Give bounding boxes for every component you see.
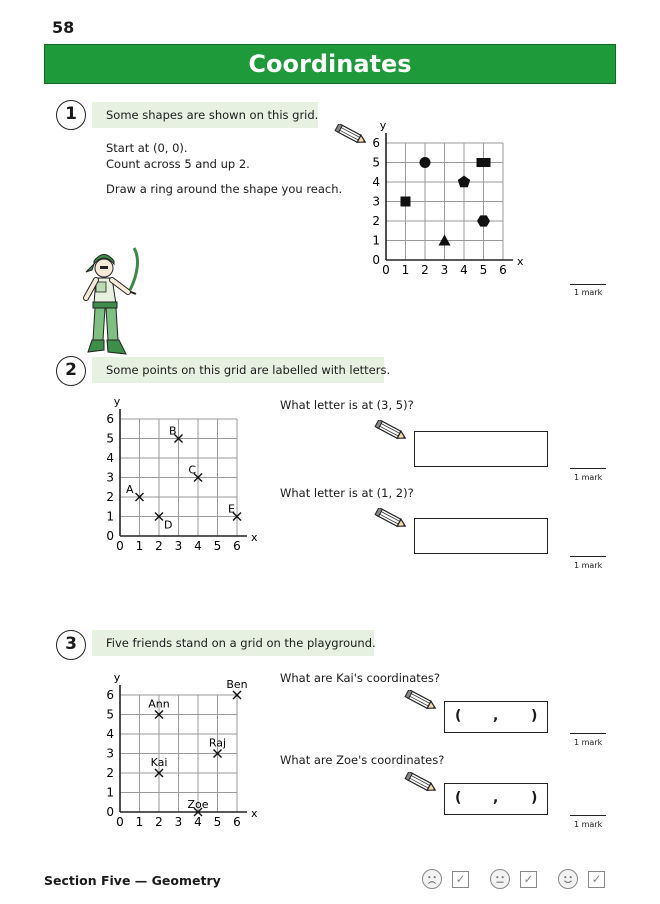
question-2b-answer-box[interactable] (414, 518, 548, 554)
question-2a-answer-box[interactable] (414, 431, 548, 467)
shape-rectangle (477, 158, 491, 167)
y-tick-label: 5 (372, 155, 380, 170)
x-tick-label: 4 (194, 815, 202, 829)
page-number: 58 (52, 18, 75, 37)
shape-circle (420, 157, 431, 168)
x-tick-label: 1 (135, 539, 144, 553)
point-label-ann: Ann (148, 697, 170, 711)
y-tick-label: 2 (106, 490, 114, 504)
y-tick-label: 5 (106, 707, 114, 722)
x-tick-label: 0 (116, 539, 124, 553)
pencil-icon (404, 772, 440, 794)
y-tick-label: 6 (106, 412, 114, 426)
question-1-grid (360, 118, 535, 280)
sad-face-icon[interactable] (422, 869, 442, 889)
mark-line (570, 815, 606, 816)
point-label-c: C (188, 463, 196, 477)
point-label-a: A (125, 483, 134, 496)
question-1-mark: 1 mark (574, 288, 603, 297)
point-label-d: D (164, 518, 173, 532)
y-tick-label: 0 (372, 253, 380, 267)
x-tick-label: 1 (135, 815, 144, 829)
question-1-number: 1 (56, 100, 86, 130)
x-tick-label: 5 (213, 815, 222, 829)
y-tick-label: 6 (372, 136, 380, 150)
shape-square (401, 197, 411, 207)
x-tick-label: 0 (116, 815, 124, 829)
neutral-face-icon[interactable] (490, 869, 510, 889)
close-paren: ) (531, 708, 538, 724)
point-label-e: E (228, 502, 235, 516)
x-tick-label: 2 (155, 815, 163, 829)
point-label-kai: Kai (150, 756, 168, 769)
x-axis-label: x (251, 807, 258, 820)
y-axis-label: y (113, 395, 121, 408)
x-tick-label: 6 (499, 263, 507, 277)
comma: , (493, 708, 499, 724)
y-tick-label: 2 (106, 766, 114, 780)
section-footer: Section Five — Geometry (44, 873, 221, 888)
y-tick-label: 1 (106, 785, 114, 800)
shape-pentagon (458, 176, 470, 188)
checkbox-happy[interactable]: ✓ (588, 871, 605, 888)
x-tick-label: 3 (174, 539, 183, 553)
y-tick-label: 0 (106, 529, 114, 543)
checkbox-sad[interactable]: ✓ (452, 871, 469, 888)
close-paren: ) (531, 790, 538, 806)
x-tick-label: 0 (382, 263, 390, 277)
x-axis-label: x (251, 531, 258, 544)
question-2b-mark: 1 mark (574, 561, 603, 570)
x-tick-label: 4 (460, 263, 468, 277)
y-tick-label: 4 (106, 451, 114, 465)
point-label-raj: Raj (208, 736, 227, 750)
question-3-prompt: Five friends stand on a grid on the playground. (92, 630, 374, 656)
y-axis-label: y (113, 671, 121, 684)
open-paren: ( (455, 790, 462, 806)
mark-line (570, 733, 606, 734)
mark-line (570, 284, 606, 285)
question-1-line-1: Start at (0, 0). (106, 141, 188, 155)
happy-face-icon[interactable] (558, 869, 578, 889)
x-tick-label: 5 (213, 539, 222, 553)
question-3a-text: What are Kai's coordinates? (280, 671, 440, 685)
x-tick-label: 2 (421, 263, 429, 277)
pencil-icon (404, 690, 440, 712)
question-1-prompt: Some shapes are shown on this grid. (92, 102, 318, 128)
question-1-line-2: Count across 5 and up 2. (106, 157, 250, 171)
mark-line (570, 468, 606, 469)
question-2-grid (94, 394, 269, 556)
mark-line (570, 556, 606, 557)
page-title: Coordinates (44, 44, 616, 84)
question-3-grid (94, 670, 269, 832)
y-tick-label: 3 (106, 746, 114, 761)
question-2-prompt: Some points on this grid are labelled with letters. (92, 357, 384, 383)
x-tick-label: 3 (174, 815, 183, 829)
question-3b-answer-box[interactable] (444, 783, 548, 815)
y-tick-label: 4 (372, 175, 380, 189)
x-axis-label: x (517, 255, 524, 268)
y-tick-label: 0 (106, 805, 114, 819)
question-3-number: 3 (56, 630, 86, 660)
y-tick-label: 6 (106, 688, 114, 702)
checkbox-neutral[interactable]: ✓ (520, 871, 537, 888)
x-tick-label: 6 (233, 815, 241, 829)
y-tick-label: 3 (106, 470, 114, 485)
point-label-ben: Ben (226, 678, 248, 691)
question-1-line-3: Draw a ring around the shape you reach. (106, 182, 343, 196)
question-2-number: 2 (56, 356, 86, 386)
x-tick-label: 3 (440, 263, 449, 277)
x-tick-label: 6 (233, 539, 241, 553)
y-tick-label: 1 (372, 233, 380, 248)
y-tick-label: 3 (372, 194, 380, 209)
y-tick-label: 4 (106, 727, 114, 741)
y-tick-label: 5 (106, 431, 114, 446)
comma: , (493, 790, 499, 806)
y-tick-label: 1 (106, 509, 114, 524)
pencil-icon (374, 420, 410, 442)
point-label-zoe: Zoe (187, 798, 209, 811)
question-3b-text: What are Zoe's coordinates? (280, 753, 445, 767)
x-tick-label: 5 (479, 263, 488, 277)
question-2a-mark: 1 mark (574, 473, 603, 482)
pirate-illustration (74, 244, 154, 360)
question-3b-mark: 1 mark (574, 820, 603, 829)
question-2a-text: What letter is at (3, 5)? (280, 398, 414, 412)
pencil-icon (374, 508, 410, 530)
y-tick-label: 2 (372, 214, 380, 228)
question-2b-text: What letter is at (1, 2)? (280, 486, 414, 500)
y-axis-label: y (379, 119, 387, 132)
shape-hexagon (477, 215, 490, 226)
question-3a-mark: 1 mark (574, 738, 603, 747)
x-tick-label: 4 (194, 539, 202, 553)
question-3a-answer-box[interactable] (444, 701, 548, 733)
x-tick-label: 1 (401, 263, 410, 277)
open-paren: ( (455, 708, 462, 724)
x-tick-label: 2 (155, 539, 163, 553)
point-label-b: B (168, 424, 177, 438)
